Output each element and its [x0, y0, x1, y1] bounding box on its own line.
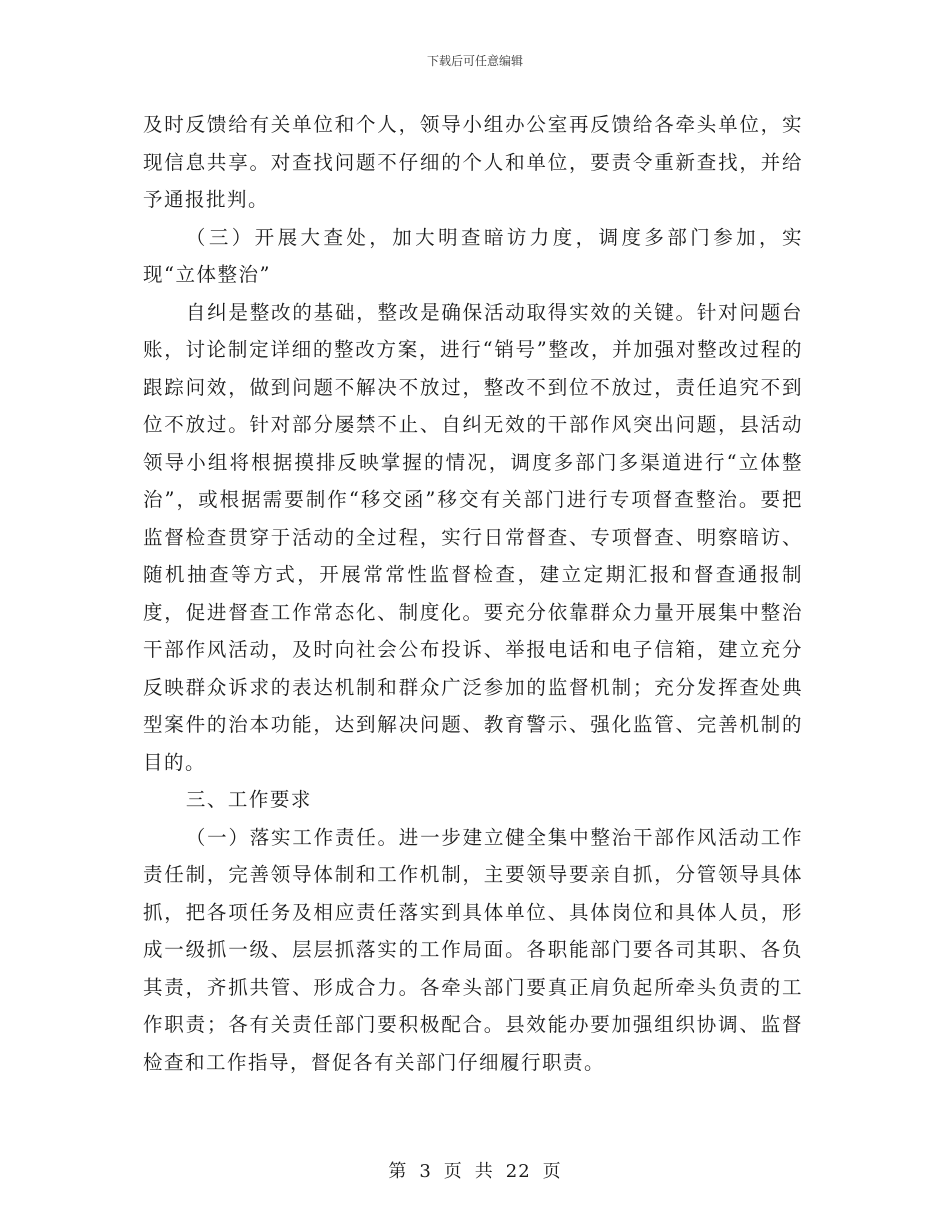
- paragraph-responsibility: （一）落实工作责任。进一步建立健全集中整治干部作风活动工作责任制，完善领导体制和工作机制，主要领导要亲自抓，分管领导具体抓，把各项任务及相应责任落实到具体单位、具体岗位和具体人员，形成一级抓一级、层层抓落实的工作局面。各职能部门要各司其职、各负其责，齐抓共管、形成合力。各牵头部门要真正肩负起所牵头负责的工作职责；各有关责任部门要积极配合。县效能办要加强组织协调、监督检查和工作指导，督促各有关部门仔细履行职责。: [143, 825, 803, 1074]
- current-page-number: 3: [419, 1161, 432, 1182]
- page-header: 下载后可任意编辑: [426, 54, 523, 68]
- document-body: [143, 106, 803, 1081]
- total-label: 共: [474, 1161, 494, 1182]
- page-label-suffix: 页: [542, 1161, 562, 1182]
- total-pages-number: 22: [505, 1161, 531, 1182]
- paragraph-body: 自纠是整改的基础，整改是确保活动取得实效的关键。针对问题台账，讨论制定详细的整改方案，进行“销号”整改，并加强对整改过程的跟踪问效，做到问题不解决不放过，整改不到位不放过，责任追究不到位不放过。针对部分屡禁不止、自纠无效的干部作风突出问题，县活动领导小组将根据摸排反映掌握的情况，调度多部门多渠道进行“立体整治”，或根据需要制作“移交函”移交有关部门进行专项督查整治。要把监督检查贯穿于活动的全过程，实行日常督查、专项督查、明察暗访、随机抽查等方式，开展常常性监督检查，建立定期汇报和督查通报制度，促进督查工作常态化、制度化。要充分依靠群众力量开展集中整治干部作风活动，及时向社会公布投诉、举报电话和电子信箱，建立充分反映群众诉求的表达机制和群众广泛参加的监督机制；充分发挥查处典型案件的治本功能，达到解决问题、教育警示、强化监管、完善机制的目的。: [143, 300, 803, 774]
- page-footer: [0, 1157, 950, 1183]
- paragraph-continuation: 及时反馈给有关单位和个人，领导小组办公室再反馈给各牵头单位，实现信息共享。对查找问题不仔细的个人和单位，要责令重新查找，并给予通报批判。: [143, 113, 803, 211]
- section-heading-3: （三）开展大查处，加大明查暗访力度，调度多部门参加，实现“立体整治”: [143, 225, 803, 286]
- page-label-prefix: 第: [388, 1161, 408, 1182]
- page-label-mid: 页: [443, 1161, 463, 1182]
- section-heading-work-requirements: 三、工作要求: [185, 788, 312, 811]
